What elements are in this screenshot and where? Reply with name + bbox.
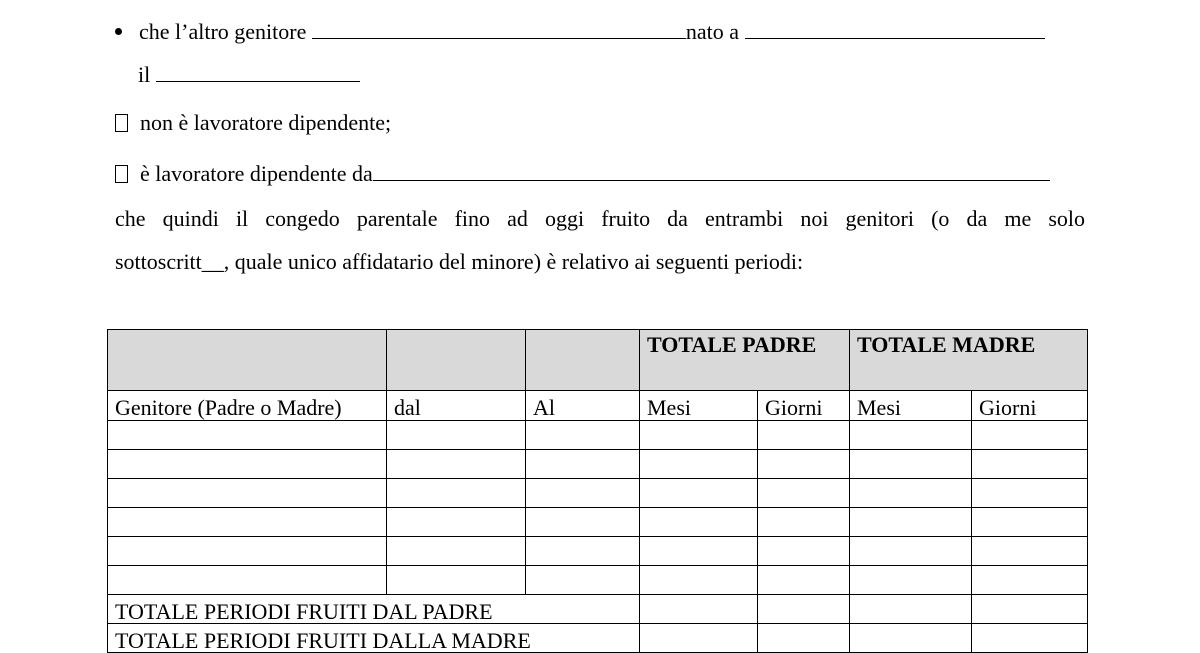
header-empty-cell: [387, 330, 526, 391]
table-cell[interactable]: [640, 566, 758, 595]
data-nascita-line: [138, 61, 360, 88]
table-cell[interactable]: [972, 624, 1088, 653]
table-group-header-row: [108, 330, 1088, 391]
dipendente-checkbox[interactable]: [115, 165, 128, 183]
table-cell[interactable]: [758, 508, 850, 537]
non-dipendente-checkbox[interactable]: [115, 114, 128, 132]
table-cell[interactable]: [108, 479, 387, 508]
table-row: [108, 479, 1088, 508]
table-cell[interactable]: [850, 624, 972, 653]
option-dipendente: [115, 160, 1050, 187]
table-cell[interactable]: [758, 537, 850, 566]
table-cell[interactable]: [972, 537, 1088, 566]
bullet-icon: [115, 28, 122, 35]
periodi-table: [107, 329, 1088, 653]
table-cell[interactable]: [387, 566, 526, 595]
table-cell[interactable]: [108, 450, 387, 479]
table-cell[interactable]: [640, 537, 758, 566]
paragraph-line-2: sottoscritt__, quale unico affidatario del minore) è relativo ai seguenti periodi:: [115, 249, 804, 274]
paragraph-line-1: che quindi il congedo parentale fino ad oggi fruito da entrambi noi genitori (o da me solo: [115, 206, 1085, 231]
table-cell[interactable]: [526, 450, 640, 479]
table-row: [108, 421, 1088, 450]
altro-genitore-line: [115, 18, 1045, 45]
table-cell[interactable]: [972, 566, 1088, 595]
option-non-dipendente: [115, 110, 391, 136]
table-cell[interactable]: [850, 566, 972, 595]
data-nascita-field[interactable]: [156, 61, 360, 82]
il-label: il: [138, 62, 151, 87]
table-cell[interactable]: [640, 595, 758, 624]
mesi-madre-column-header: Mesi: [850, 391, 972, 421]
table-cell[interactable]: [972, 595, 1088, 624]
altro-genitore-label: che l’altro genitore: [139, 19, 307, 44]
table-cell[interactable]: [108, 537, 387, 566]
table-cell[interactable]: [387, 537, 526, 566]
table-cell[interactable]: [972, 479, 1088, 508]
table-row: [108, 508, 1088, 537]
table-cell[interactable]: [640, 450, 758, 479]
mesi-padre-column-header: Mesi: [640, 391, 758, 421]
giorni-madre-column-header: Giorni: [972, 391, 1088, 421]
table-cell[interactable]: [758, 450, 850, 479]
table-cell[interactable]: [387, 450, 526, 479]
totale-padre-header: TOTALE PADRE: [640, 330, 850, 391]
dipendente-label: è lavoratore dipendente da: [140, 161, 373, 186]
table-cell[interactable]: [640, 421, 758, 450]
header-empty-cell: [108, 330, 387, 391]
altro-genitore-name-field[interactable]: [312, 18, 686, 39]
table-cell[interactable]: [972, 450, 1088, 479]
table-cell[interactable]: [526, 421, 640, 450]
table-cell[interactable]: [850, 479, 972, 508]
table-row: [108, 450, 1088, 479]
table-cell[interactable]: [850, 508, 972, 537]
table-cell[interactable]: [972, 508, 1088, 537]
table-cell[interactable]: [758, 479, 850, 508]
table-cell[interactable]: [640, 508, 758, 537]
table-cell[interactable]: [108, 508, 387, 537]
table-cell[interactable]: [387, 421, 526, 450]
table-cell[interactable]: [526, 508, 640, 537]
table-cell[interactable]: [850, 595, 972, 624]
table-column-header-row: [108, 391, 1088, 421]
giorni-padre-column-header: Giorni: [758, 391, 850, 421]
totale-madre-label: TOTALE PERIODI FRUITI DALLA MADRE: [108, 624, 640, 653]
table-row: [108, 537, 1088, 566]
table-cell[interactable]: [108, 566, 387, 595]
luogo-nascita-field[interactable]: [745, 18, 1045, 39]
datore-lavoro-field[interactable]: [373, 160, 1050, 181]
table-cell[interactable]: [387, 508, 526, 537]
table-cell[interactable]: [850, 421, 972, 450]
table-row: [108, 566, 1088, 595]
totale-padre-row: [108, 595, 1088, 624]
table-cell[interactable]: [526, 537, 640, 566]
al-column-header: Al: [526, 391, 640, 421]
table-cell[interactable]: [108, 421, 387, 450]
table-cell[interactable]: [850, 537, 972, 566]
table-cell[interactable]: [640, 479, 758, 508]
totale-padre-label: TOTALE PERIODI FRUITI DAL PADRE: [108, 595, 640, 624]
nato-a-label: nato a: [685, 19, 740, 44]
table-cell[interactable]: [640, 624, 758, 653]
table-cell[interactable]: [758, 566, 850, 595]
genitore-column-header: Genitore (Padre o Madre): [108, 391, 387, 421]
header-empty-cell: [526, 330, 640, 391]
non-dipendente-label: non è lavoratore dipendente;: [140, 110, 392, 135]
table-cell[interactable]: [526, 566, 640, 595]
table-cell[interactable]: [758, 624, 850, 653]
table-cell[interactable]: [526, 479, 640, 508]
table-cell[interactable]: [387, 479, 526, 508]
table-cell[interactable]: [758, 421, 850, 450]
totale-madre-header: TOTALE MADRE: [850, 330, 1088, 391]
table-cell[interactable]: [972, 421, 1088, 450]
table-cell[interactable]: [758, 595, 850, 624]
totale-madre-row: [108, 624, 1088, 653]
dal-column-header: dal: [387, 391, 526, 421]
table-cell[interactable]: [850, 450, 972, 479]
